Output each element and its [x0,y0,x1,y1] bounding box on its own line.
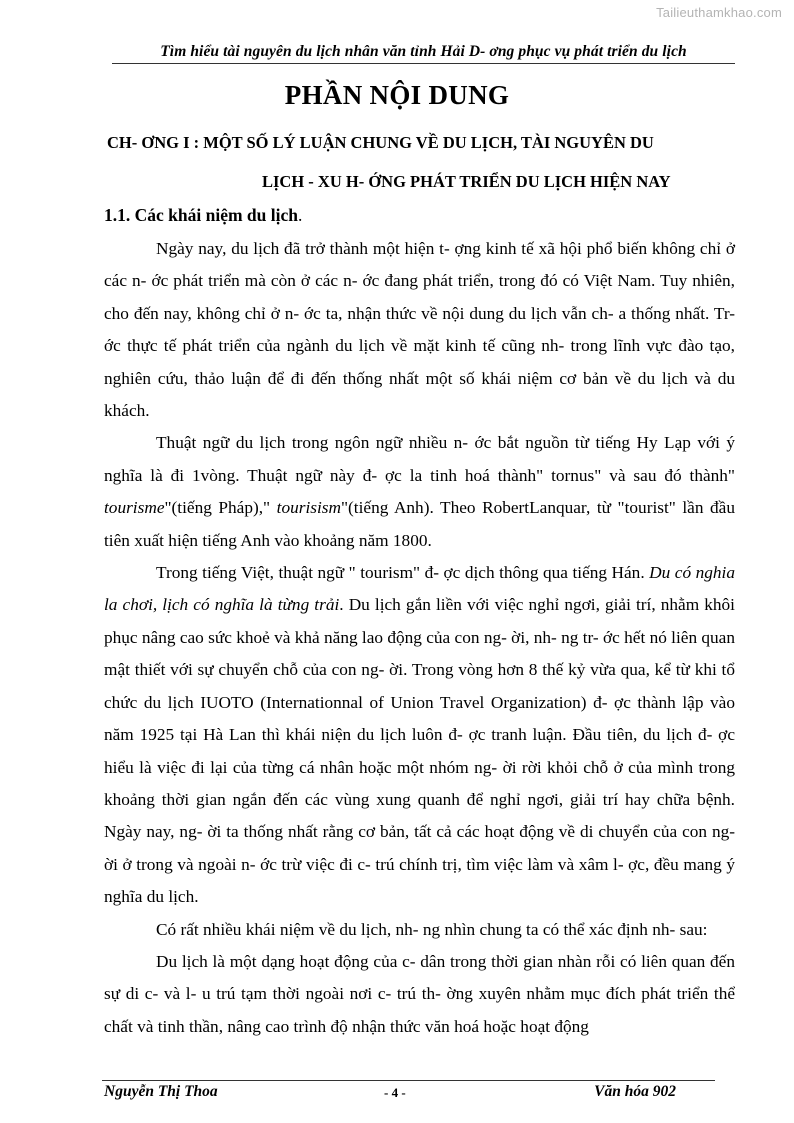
section-suffix: . [298,205,303,225]
paragraph-2-text: "(tiếng Pháp)," [164,498,277,518]
paragraph-2-text: "(tiếng Anh). Theo RobertLanquar, từ "tourist" lần đầu tiên xuất hiện tiếng Anh vào khoảng năm 1800. [104,498,735,550]
page-number: - 4 - [384,1085,406,1100]
section-heading [104,205,302,226]
chapter-heading-line-2: LỊCH - XU H- ỚNG PHÁT TRIỂN DU LỊCH HIỆN NAY [262,172,671,191]
footer-divider [102,1080,715,1081]
paragraph-4: Có rất nhiều khái niệm về du lịch, nh- ng nhìn chung ta có thể xác định nh- sau: [156,919,708,939]
footer [104,1083,704,1105]
footer-class: Văn hóa 902 [594,1083,676,1100]
paragraph-2 [104,427,735,557]
body-text [104,233,735,1043]
italic-definition: Du có nghia la chơi, lịch có nghĩa là từng trải [104,563,735,615]
paragraph-5: Du lịch là một dạng hoạt động của c- dân trong thời gian nhàn rỗi có liên quan đến sự di c- và l- u trú tạm thời ngoài nơi c- trú th- ờng xuyên nhằm mục đích phát triển thể chất và tinh thần, nâng cao trình độ nhận thức văn hoá hoặc hoạt động [104,951,735,1036]
paragraph-3 [104,557,735,913]
page-title: PHẦN NỘI DUNG [284,80,510,110]
paragraph-2-text: Thuật ngữ du lịch trong ngôn ngữ nhiều n- ớc bắt nguồn từ tiếng Hy Lạp với ý nghĩa là đi 1vòng. Thuật ngữ này đ- ợc la tinh hoá thành" tornus" và sau đó thành" [104,433,735,485]
watermark: Tailieuthamkhao.com [656,5,782,20]
footer-author: Nguyễn Thị Thoa [104,1083,218,1100]
italic-term-tourisism: tourisism [276,498,341,518]
running-header: Tìm hiểu tài nguyên du lịch nhân văn tỉnh Hải D- ơng phục vụ phát triển du lịch [112,43,735,64]
section-title: Các khái niệm du lịch [130,205,298,225]
paragraph-1: Ngày nay, du lịch đã trở thành một hiện t- ợng kinh tế xã hội phổ biến không chỉ ở các n- ớc phát triển mà còn ở các n- ớc đang phát triển, trong đó có Việt Nam. Tuy nhiên, cho đến nay, không chỉ ở n- ớc ta, nhận thức về nội dung du lịch vẫn ch- a thống nhất. Tr- ớc thực tế phát triển của ngành du lịch về mặt kinh tế cũng nh- trong lĩnh vực đào tạo, nghiên cứu, thảo luận để đi đến thống nhất một số khái niệm cơ bản về du lịch và du khách. [104,239,735,421]
italic-term-tourisme: tourisme [104,498,165,518]
chapter-heading-line-1: CH- ƠNG I : MỘT SỐ LÝ LUẬN CHUNG VỀ DU LỊCH, TÀI NGUYÊN DU [107,133,654,152]
section-number: 1.1. [104,205,131,225]
paragraph-3-text: . Du lịch gắn liền với việc nghỉ ngơi, giải trí, nhằm khôi phục nâng cao sức khoẻ và khả năng lao động của con ng- ời, nh- ng tr- ớc hết nó liên quan mật thiết với sự chuyển chỗ của con ng- ời. Trong vòng hơn 8 thế kỷ vừa qua, kể từ khi tổ chức du lịch IUOTO (Internationnal of Union Travel Organization) đ- ợc thành lập vào năm 1925 tại Hà Lan thì khái niện du lịch luôn đ- ợc tranh luận. Đầu tiên, du lịch đ- ợc hiểu là việc đi lại của từng cá nhân hoặc một nhóm ng- ời rời khỏi chỗ ở của mình trong khoảng thời gian ngắn đến các vùng xung quanh để nghỉ ngơi, giải trí hay chữa bệnh. Ngày nay, ng- ời ta thống nhất rằng cơ bản, tất cả các hoạt động về di chuyển của con ng- ời ở trong và ngoài n- ớc trừ việc đi c- trú chính trị, tìm việc làm và xâm l- ợc, đều mang ý nghĩa du lịch. [104,595,735,907]
paragraph-3-text: Trong tiếng Việt, thuật ngữ " tourism" đ- ợc dịch thông qua tiếng Hán. [156,563,650,583]
